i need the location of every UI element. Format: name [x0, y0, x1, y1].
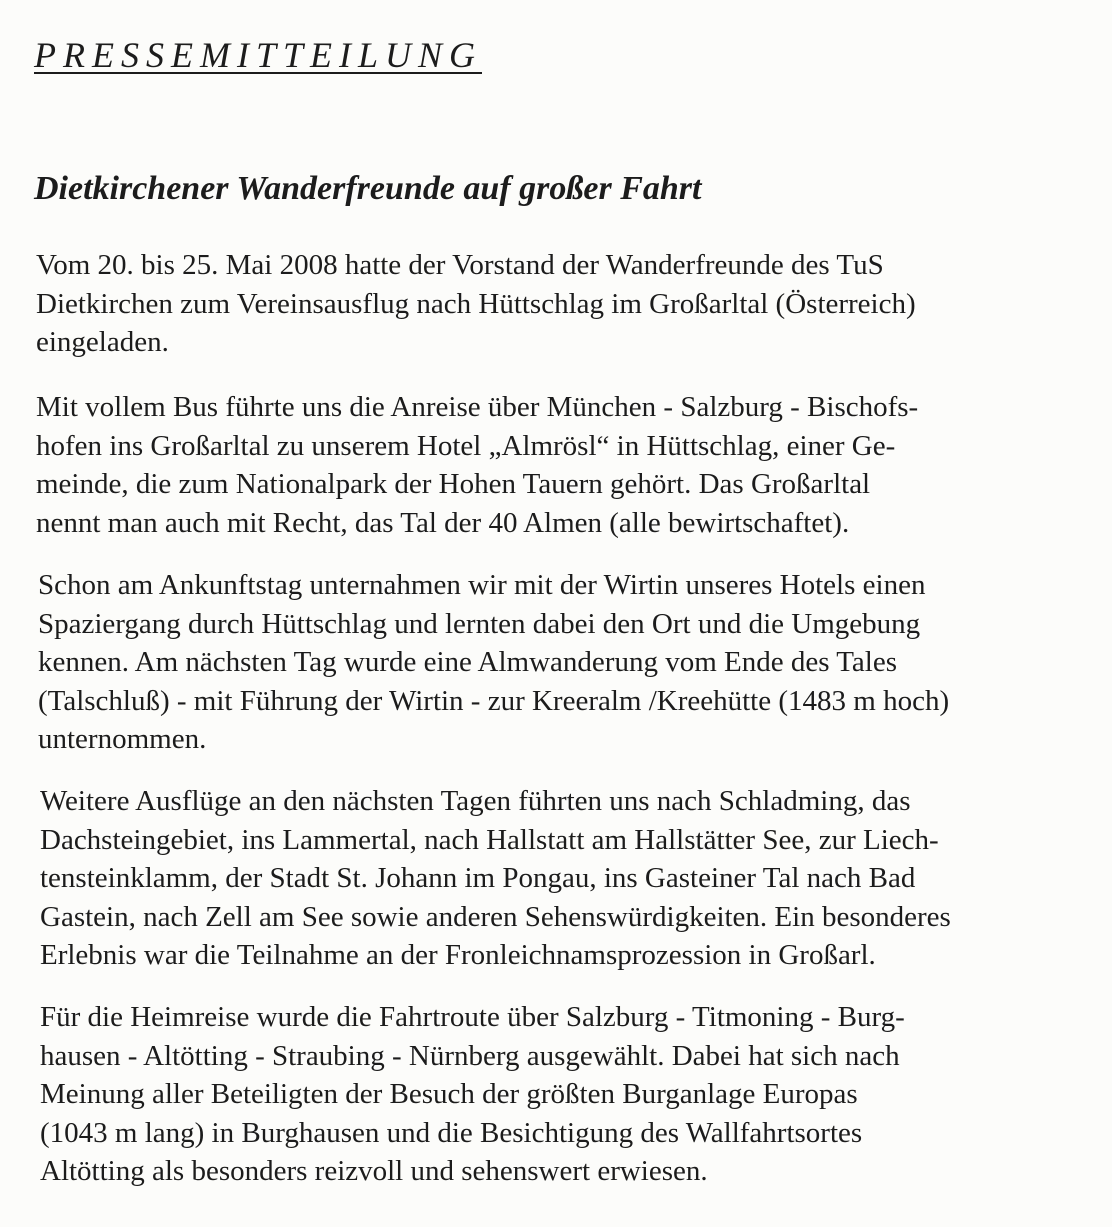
- paragraph-invitation: [36, 246, 916, 362]
- text-line: Dachsteingebiet, ins Lammertal, nach Hallstatt am Hallstätter See, zur Liech-: [40, 823, 939, 856]
- text-line: kennen. Am nächsten Tag wurde eine Almwanderung vom Ende des Tales: [38, 646, 898, 678]
- text-line: Vom 20. bis 25. Mai 2008 hatte der Vorstand der Wanderfreunde des TuS: [36, 249, 884, 281]
- text-line: hausen - Altötting - Straubing - Nürnberg ausgewählt. Dabei hat sich nach: [40, 1039, 900, 1072]
- text-line: Erlebnis war die Teilnahme an der Fronleichnamsprozession in Großarl.: [40, 939, 876, 971]
- paragraph-first-days: [38, 566, 949, 759]
- paragraph-arrival: [36, 388, 918, 542]
- text-line: nennt man auch mit Recht, das Tal der 40 Almen (alle bewirtschaftet).: [36, 506, 850, 539]
- text-line: unternommen.: [38, 723, 207, 755]
- text-line: eingeladen.: [36, 326, 169, 358]
- text-line: Spaziergang durch Hüttschlag und lernten dabei den Ort und die Umgebung: [38, 607, 921, 640]
- text-line: Weitere Ausflüge an den nächsten Tagen führten uns nach Schladming, das: [40, 785, 911, 817]
- text-line: meinde, die zum Nationalpark der Hohen Tauern gehört. Das Großarltal: [36, 468, 871, 500]
- text-line: Mit vollem Bus führte uns die Anreise über München - Salzburg - Bischofs-: [36, 391, 919, 423]
- text-line: (1043 m lang) in Burghausen und die Besichtigung des Wallfahrtsortes: [40, 1116, 863, 1149]
- text-line: Dietkirchen zum Vereinsausflug nach Hüttschlag im Großarltal (Österreich): [36, 287, 916, 320]
- paragraph-excursions: [40, 782, 951, 975]
- text-line: Für die Heimreise wurde die Fahrtroute über Salzburg - Titmoning - Burg-: [40, 1001, 905, 1033]
- text-line: Schon am Ankunftstag unternahmen wir mit der Wirtin unseres Hotels einen: [38, 569, 926, 601]
- text-line: (Talschluß) - mit Führung der Wirtin - zur Kreeralm /Kreehütte (1483 m hoch): [38, 684, 950, 717]
- text-line: Meinung aller Beteiligten der Besuch der größten Burganlage Europas: [40, 1078, 858, 1110]
- paragraph-return-trip: [40, 998, 905, 1191]
- text-line: Altötting als besonders reizvoll und sehenswert erwiesen.: [40, 1155, 708, 1187]
- text-line: hofen ins Großarltal zu unserem Hotel „Almrösl“ in Hüttschlag, einer Ge-: [36, 429, 896, 462]
- headline: Dietkirchener Wanderfreunde auf großer Fahrt: [34, 170, 702, 207]
- text-line: Gastein, nach Zell am See sowie anderen Sehenswürdigkeiten. Ein besonderes: [40, 900, 951, 933]
- text-line: tensteinklamm, der Stadt St. Johann im Pongau, ins Gasteiner Tal nach Bad: [40, 862, 916, 894]
- document-header: PRESSEMITTEILUNG: [34, 35, 482, 75]
